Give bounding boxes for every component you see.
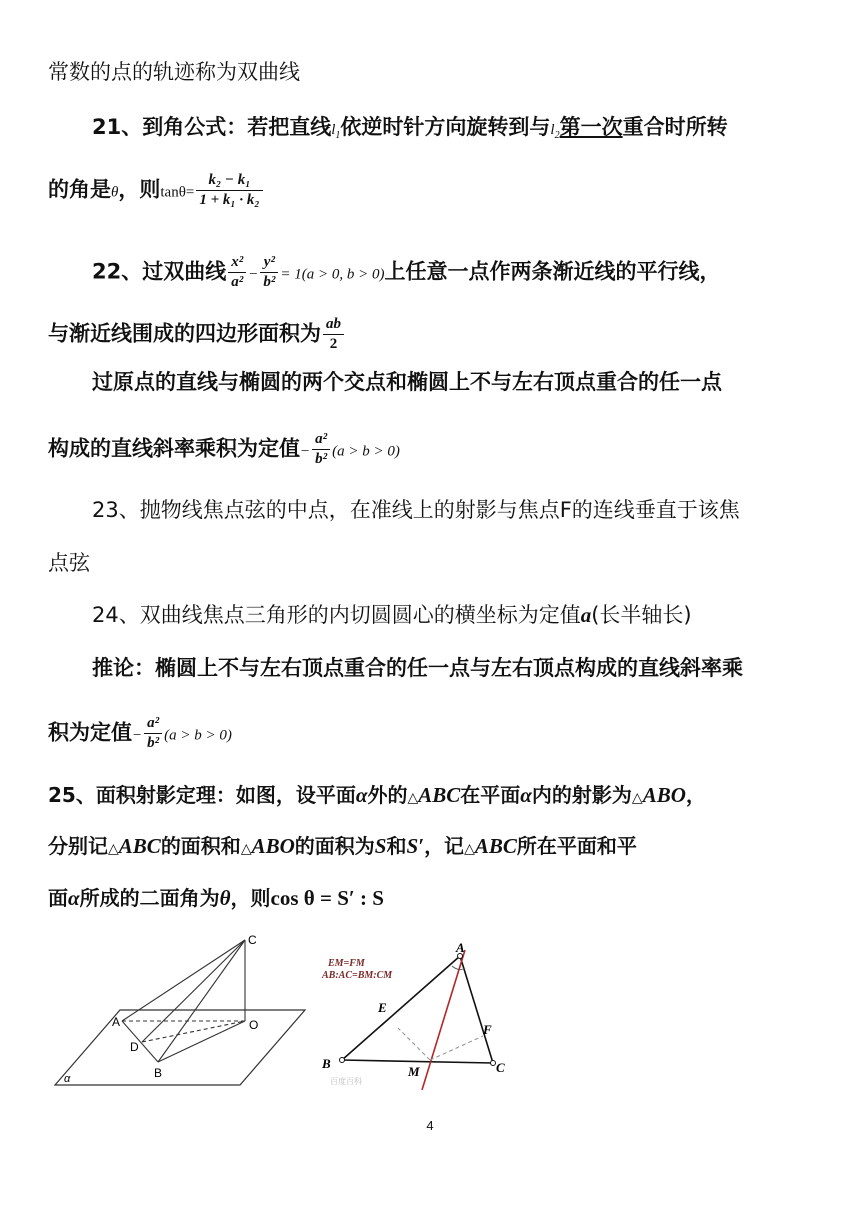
- text-line-8: [92, 497, 740, 523]
- label-A: A: [456, 940, 465, 955]
- line-2-text-b: 依逆时针方向旋转到与: [340, 115, 551, 139]
- label-B: B: [322, 1056, 331, 1071]
- label-B: B: [154, 1066, 163, 1080]
- a2-numerator: a²: [312, 431, 330, 450]
- line-14-c: 的面积为: [294, 834, 375, 858]
- s-prime-symbol: S′: [406, 834, 425, 858]
- line-4-text: 上任意一点作两条渐近线的平行线，: [384, 259, 721, 284]
- line-15-b: 所成的二面角为: [79, 886, 220, 910]
- text-line-4: [92, 254, 720, 291]
- line-5-text: 与渐近线围成的四边形面积为: [48, 321, 321, 346]
- hyperbola-x-term: [228, 254, 246, 291]
- text-line-2: [92, 114, 728, 149]
- label-D: D: [130, 1040, 139, 1054]
- minus-sign: −: [248, 266, 259, 283]
- fraction-numerator: k₂ − k₁: [196, 172, 262, 191]
- item-21-number: 21、: [92, 115, 143, 139]
- fraction-denominator: 1 + k₁ · k₂: [199, 192, 260, 208]
- perpendiculars: [398, 1028, 483, 1060]
- triangle-symbol: △: [407, 790, 419, 806]
- line-l2-symbol: [550, 122, 560, 141]
- label-O: O: [249, 1018, 259, 1032]
- line-8-text: 23、抛物线焦点弦的中点，在准线上的射影与焦点F的连线垂直于该焦: [92, 498, 740, 522]
- line-10-tail: (长半轴长): [591, 603, 692, 627]
- text-line-6: [92, 369, 722, 395]
- to-angle-fraction: [196, 172, 262, 209]
- line-14-d: ，记: [424, 834, 465, 858]
- text-line-5: [48, 316, 346, 353]
- hyperbola-y-term: [260, 254, 278, 291]
- line-13-a: 如图，设平面: [235, 783, 356, 807]
- text-line-9: [48, 550, 90, 576]
- label-C: C: [496, 1060, 505, 1075]
- minus-sign: −: [132, 727, 143, 744]
- a2-numerator: a²: [144, 715, 162, 734]
- theta-symbol: θ: [111, 184, 119, 201]
- abc-label: ABC: [118, 834, 161, 858]
- l2-letter: l: [550, 122, 555, 138]
- alpha-symbol: α: [68, 886, 80, 910]
- s-symbol: S: [374, 834, 387, 858]
- point-B: [340, 1058, 345, 1063]
- line-6-text: 过原点的直线与椭圆的两个交点和椭圆上不与左右顶点重合的任一点: [92, 370, 722, 394]
- item-22-lead: 22、过双曲线: [92, 259, 227, 284]
- line-11-text: 椭圆上不与左右顶点重合的任一点与左右顶点构成的直线斜率乘: [155, 656, 743, 680]
- y2-numerator: y²: [260, 254, 278, 273]
- line-2-text-a: 若把直线: [247, 115, 332, 139]
- underlined-first-time: 第一次: [559, 115, 623, 139]
- text-line-10: [92, 602, 692, 628]
- triangle-symbol: △: [631, 790, 643, 806]
- slope-product-fraction: [312, 431, 330, 468]
- angle-bisector-figure: [318, 940, 518, 1090]
- label-alpha: α: [64, 1073, 71, 1085]
- abo-label: ABO: [642, 783, 686, 807]
- l1-subscript: 1: [335, 130, 341, 141]
- line-14-a: 分别记: [48, 834, 108, 858]
- l1-letter: l: [331, 122, 336, 138]
- line-13-d: 内的射影为: [531, 783, 632, 807]
- projection-formula: cos θ = S′ : S: [270, 886, 384, 910]
- figure-1-lines: [122, 940, 245, 1062]
- a2-denominator: a²: [231, 274, 244, 290]
- line-10-text: 24、双曲线焦点三角形的内切圆圆心的横坐标为定值: [92, 603, 581, 627]
- line-15-c: ，则: [230, 886, 271, 910]
- triangle-symbol: △: [464, 841, 475, 857]
- text-line-3: [48, 172, 265, 209]
- line-14-e: 所在平面和平: [516, 834, 637, 858]
- line-9-text: 点弦: [48, 551, 90, 575]
- label-F: F: [483, 1022, 492, 1037]
- text-line-13: [48, 782, 706, 811]
- label-E: E: [378, 1000, 387, 1015]
- text-line-15: [48, 885, 384, 911]
- abc-label: ABC: [474, 834, 517, 858]
- line-7-text: 构成的直线斜率乘积为定值: [48, 436, 300, 461]
- theta-symbol: θ: [219, 886, 231, 910]
- alpha-symbol: α: [520, 783, 532, 807]
- triangle-symbol: △: [108, 841, 119, 857]
- projection-figure: [50, 930, 310, 1090]
- text-line-14: [48, 833, 637, 862]
- minus-sign: −: [300, 443, 311, 460]
- line-1-text: 常数的点的轨迹称为双曲线: [48, 60, 300, 84]
- line-14-b: 的面积和: [160, 834, 241, 858]
- corollary-title: 推论：: [92, 656, 155, 680]
- alpha-symbol: α: [355, 783, 368, 807]
- abc-label: ABC: [418, 783, 461, 807]
- abo-label: ABO: [251, 834, 295, 858]
- a-symbol: a: [580, 603, 592, 627]
- ellipse-condition: (a > b > 0): [332, 443, 400, 460]
- line-13-b: 外的: [367, 783, 408, 807]
- watermark: 百度百科: [330, 1077, 362, 1086]
- line-3-text: 的角是: [48, 177, 111, 202]
- and-word: 和: [386, 834, 407, 858]
- text-line-7: [48, 431, 400, 468]
- point-C: [491, 1061, 496, 1066]
- label-A: A: [112, 1015, 121, 1029]
- l2-subscript: 2: [554, 130, 560, 141]
- b2-denominator: b²: [147, 735, 160, 751]
- b2-denominator: b²: [263, 274, 276, 290]
- hyperbola-condition: = 1(a > 0, b > 0): [280, 266, 385, 283]
- area-fraction: [323, 316, 344, 353]
- label-C: C: [248, 933, 257, 947]
- corollary-fraction: [144, 715, 162, 752]
- line-12-text: 积为定值: [48, 720, 132, 745]
- two-denominator: 2: [329, 336, 338, 352]
- line-13-c: 在平面: [460, 783, 521, 807]
- note-ratio: AB:AC=BM:CM: [322, 970, 393, 981]
- line-15-a: 面: [48, 886, 68, 910]
- line-3-then: ，则: [118, 177, 161, 202]
- b2-denominator: b²: [315, 451, 328, 467]
- x2-numerator: x²: [228, 254, 246, 273]
- triangle-symbol: △: [240, 841, 252, 857]
- text-line-1: [48, 59, 300, 85]
- line-2-text-c: 重合时所转: [622, 115, 728, 139]
- item-21-title: 到角公式：: [142, 115, 248, 139]
- page-number: 4: [426, 1118, 434, 1133]
- label-M: M: [408, 1064, 420, 1079]
- line-13-e: ，: [685, 783, 706, 807]
- ellipse-condition: (a > b > 0): [164, 727, 232, 744]
- text-line-11: [92, 655, 743, 681]
- ab-numerator: ab: [323, 316, 344, 335]
- text-line-12: [48, 715, 232, 752]
- item-25-title: 25、面积射影定理：: [48, 783, 236, 807]
- tan-theta: tanθ=: [160, 184, 195, 201]
- note-em-fm: EM=FM: [328, 958, 365, 969]
